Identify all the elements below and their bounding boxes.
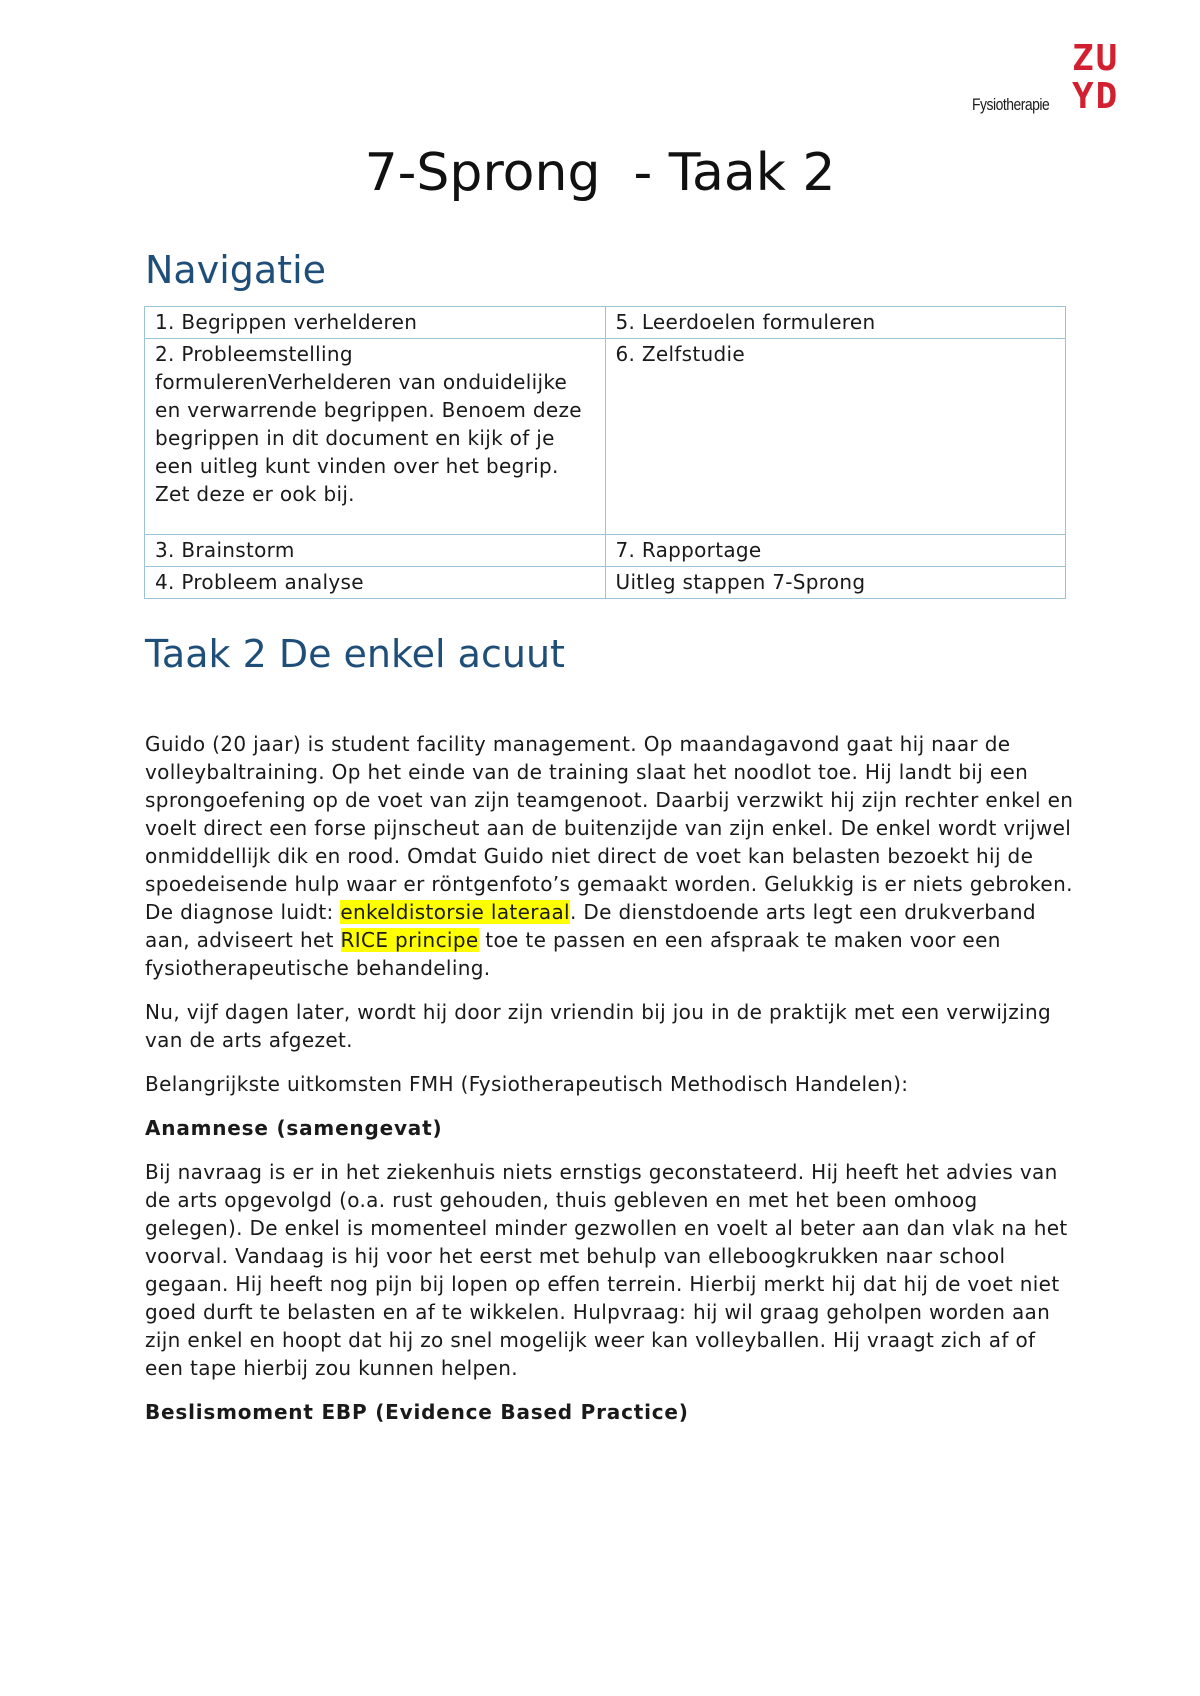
nav-link-probleemstelling[interactable]: 2. Probleemstelling formulerenVerhelderen van onduidelijke en verwarrende begrippen. Benoem deze begrippen in dit document en kijk of je een uitleg kunt vinden over het begrip. Zet deze er ook bij. — [145, 339, 606, 535]
task-heading: Taak 2 De enkel acuut — [145, 632, 565, 676]
nav-link-uitleg-stappen[interactable]: Uitleg stappen 7-Sprong — [605, 567, 1066, 599]
document-title: 7-Sprong - Taak 2 — [364, 143, 836, 203]
navigation-heading: Navigatie — [145, 248, 327, 292]
zuyd-logo — [972, 40, 1132, 120]
case-text-2: . De dienstdoende arts legt een drukverband aan, adviseert het — [145, 900, 1036, 952]
nav-link-zelfstudie[interactable]: 6. Zelfstudie — [605, 339, 1066, 535]
anamnese-paragraph: Bij navraag is er in het ziekenhuis niets ernstigs geconstateerd. Hij heeft het advies van de arts opgevolgd (o.a. rust gehouden, thuis gebleven en met het been omhoog gelegen). De enkel is momenteel minder gezwollen en voelt al beter aan dan vlak na het voorval. Vandaag is hij voor het eerst met behulp van elleboogkrukken naar school gegaan. Hij heeft nog pijn bij lopen op effen terrein. Hierbij merkt hij dat hij de voet niet goed durft te belasten en af te wikkelen. Hulpvraag: hij wil graag geholpen worden aan zijn enkel en hoopt dat hij zo snel mogelijk weer kan volleyballen. Hij vraagt zich af of een tape hierbij zou kunnen helpen. — [145, 1160, 1068, 1380]
fmh-intro-paragraph: Belangrijkste uitkomsten FMH (Fysiotherapeutisch Methodisch Handelen): — [145, 1072, 909, 1096]
case-text-1: Guido (20 jaar) is student facility management. Op maandagavond gaat hij naar de volleybaltraining. Op het einde van de training slaat het noodlot toe. Hij landt bij een sprongoefening op de voet van zijn teamgenoot. Daarbij verzwikt hij zijn rechter enkel en voelt direct een forse pijnscheut aan de buitenzijde van zijn enkel. De enkel wordt vrijwel onmiddellijk dik en rood. Omdat Guido niet direct de voet kan belasten bezoekt hij de spoedeisende hulp waar er röntgenfoto’s gemaakt worden. Gelukkig is er niets gebroken. De diagnose luidt: — [145, 732, 1074, 924]
nav-row — [145, 535, 1066, 567]
nav-row — [145, 307, 1066, 339]
logo-mark-line1: ZU — [1072, 38, 1120, 79]
nav-link-brainstorm[interactable]: 3. Brainstorm — [145, 535, 606, 567]
nav-link-leerdoelen[interactable]: 5. Leerdoelen formuleren — [605, 307, 1066, 339]
nav-row — [145, 567, 1066, 599]
logo-mark-line2: YD — [1072, 76, 1120, 117]
nav-link-probleem-analyse[interactable]: 4. Probleem analyse — [145, 567, 606, 599]
referral-paragraph: Nu, vijf dagen later, wordt hij door zijn vriendin bij jou in de praktijk met een verwijzing van de arts afgezet. — [145, 1000, 1052, 1052]
task-content — [145, 730, 1075, 1442]
nav-row — [145, 339, 1066, 535]
logo-fysiotherapie-text: Fysiotherapie — [972, 95, 1050, 114]
nav-link-rapportage[interactable]: 7. Rapportage — [605, 535, 1066, 567]
anamnese-heading: Anamnese (samengevat) — [145, 1116, 443, 1140]
nav-link-begrippen[interactable]: 1. Begrippen verhelderen — [145, 307, 606, 339]
navigation-table — [144, 306, 1066, 599]
logo-mark — [1072, 40, 1124, 116]
case-paragraph — [145, 730, 1075, 982]
ebp-heading: Beslismoment EBP (Evidence Based Practice) — [145, 1400, 689, 1424]
highlight-enkeldistorsie: enkeldistorsie lateraal — [340, 900, 570, 924]
highlight-rice-principe: RICE principe — [340, 928, 479, 952]
case-text-3: toe te passen en een afspraak te maken voor een fysiotherapeutische behandeling. — [145, 928, 1001, 980]
